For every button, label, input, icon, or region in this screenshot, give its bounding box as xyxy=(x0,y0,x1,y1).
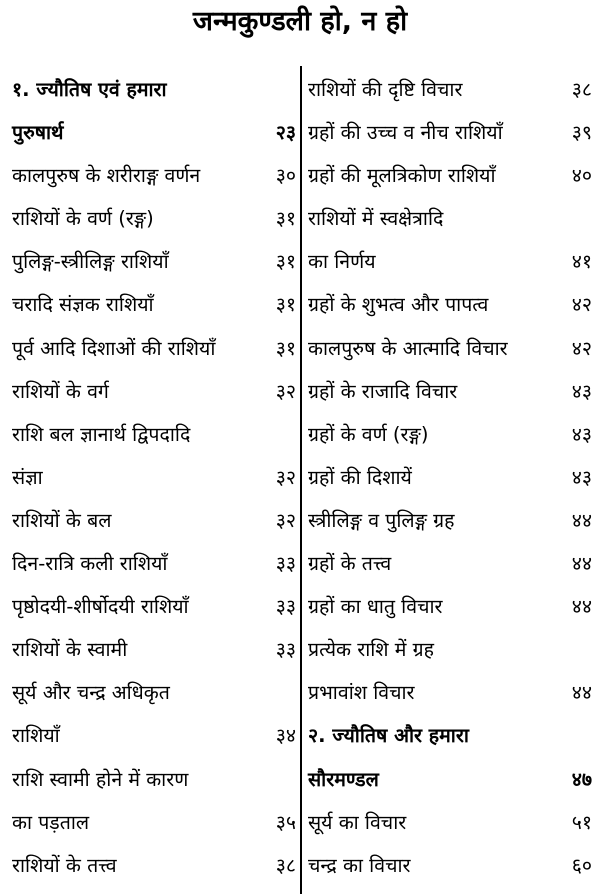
toc-entry-page-number: ३२ xyxy=(275,508,296,532)
toc-entry-title: ग्रहों के शुभत्व और पापत्व xyxy=(308,293,489,317)
toc-entry-title: राशियाँ xyxy=(12,724,60,748)
toc-entry xyxy=(12,456,296,499)
toc-entry xyxy=(308,671,592,714)
toc-entry xyxy=(12,499,296,542)
toc-entry xyxy=(308,413,592,456)
toc-entry xyxy=(308,801,592,844)
toc-entry xyxy=(12,413,296,456)
toc-entry-page-number: ३१ xyxy=(275,207,296,231)
toc-right-column xyxy=(308,68,592,887)
toc-entry xyxy=(12,801,296,844)
toc-entry xyxy=(308,197,592,240)
toc-entry-page-number: ३३ xyxy=(275,638,296,662)
toc-entry-page-number: २३ xyxy=(275,121,296,145)
toc-entry-title: राशियों के स्वामी xyxy=(12,638,128,662)
toc-entry-page-number: ३५ xyxy=(275,810,296,834)
toc-entry-title: का निर्णय xyxy=(308,250,376,274)
toc-entry-page-number: ३४ xyxy=(275,724,296,748)
toc-entry-title: स्त्रीलिङ्ग व पुलिङ्ग ग्रह xyxy=(308,508,455,532)
toc-entry xyxy=(12,154,296,197)
toc-entry-title: सूर्य का विचार xyxy=(308,810,407,834)
toc-entry xyxy=(12,327,296,370)
toc-entry-page-number: ४४ xyxy=(571,552,592,576)
toc-entry-page-number: ३० xyxy=(275,164,296,188)
toc-entry-title: ग्रहों की मूलत्रिकोण राशियाँ xyxy=(308,164,496,188)
toc-entry-title: राशियों के तत्त्व xyxy=(12,853,117,877)
toc-entry-title: राशियों में स्वक्षेत्रादि xyxy=(308,207,444,231)
toc-entry-title: कालपुरुष के आत्मादि विचार xyxy=(308,336,508,360)
toc-entry xyxy=(12,240,296,283)
toc-entry-title: राशि स्वामी होने में कारण xyxy=(12,767,189,791)
toc-entry-title: राशियों के वर्ण (रङ्ग) xyxy=(12,207,154,231)
toc-entry-page-number: ४४ xyxy=(571,508,592,532)
toc-entry-page-number: ३१ xyxy=(275,293,296,317)
toc-entry-page-number: ४४ xyxy=(571,681,592,705)
toc-entry xyxy=(308,327,592,370)
toc-entry-page-number: ३१ xyxy=(275,250,296,274)
toc-entry xyxy=(308,283,592,326)
toc-entry-page-number: ३३ xyxy=(275,595,296,619)
toc-entry xyxy=(12,758,296,801)
toc-entry xyxy=(12,542,296,585)
toc-entry-title: पूर्व आदि दिशाओं की राशियाँ xyxy=(12,336,216,360)
toc-entry-page-number: ४० xyxy=(571,164,592,188)
toc-entry xyxy=(308,542,592,585)
toc-entry-page-number: ३८ xyxy=(275,853,296,877)
toc-entry-title: ग्रहों के तत्त्व xyxy=(308,552,392,576)
toc-entry xyxy=(308,111,592,154)
column-divider xyxy=(300,66,302,894)
page-title: जन्मकुण्डली हो, न हो xyxy=(192,6,408,37)
toc-entry-title: पुरुषार्थ xyxy=(12,121,64,145)
toc-entry xyxy=(308,714,592,757)
toc-entry xyxy=(308,499,592,542)
toc-entry xyxy=(308,370,592,413)
toc-entry-page-number: ३२ xyxy=(275,379,296,403)
toc-entry xyxy=(12,585,296,628)
toc-entry-title: सूर्य और चन्द्र अधिकृत xyxy=(12,681,170,705)
toc-entry-title: संज्ञा xyxy=(12,465,43,489)
toc-entry-title: प्रत्येक राशि में ग्रह xyxy=(308,638,434,662)
toc-entry xyxy=(12,671,296,714)
toc-entry-title: दिन-रात्रि कली राशियाँ xyxy=(12,552,168,576)
toc-entry-title: चरादि संज्ञक राशियाँ xyxy=(12,293,154,317)
toc-entry-page-number: ४२ xyxy=(571,293,592,317)
toc-entry-title: राशियों के बल xyxy=(12,508,112,532)
toc-left-column xyxy=(12,68,296,887)
toc-entry-page-number: ३२ xyxy=(275,465,296,489)
toc-entry xyxy=(12,714,296,757)
toc-entry-title: १. ज्यौतिष एवं हमारा xyxy=(12,78,167,101)
toc-entry xyxy=(308,240,592,283)
toc-entry-title: ग्रहों का धातु विचार xyxy=(308,595,443,619)
toc-entry xyxy=(308,758,592,801)
toc-entry-title: ग्रहों के राजादि विचार xyxy=(308,379,458,403)
toc-entry-title: ग्रहों की दिशायें xyxy=(308,465,412,489)
toc-entry xyxy=(308,585,592,628)
toc-entry-page-number: ६० xyxy=(571,853,592,877)
toc-entry xyxy=(12,111,296,154)
toc-entry-title: सौरमण्डल xyxy=(308,767,379,791)
toc-entry-title: पुलिङ्ग-स्त्रीलिङ्ग राशियाँ xyxy=(12,250,169,274)
toc-entry-page-number: ४२ xyxy=(571,336,592,360)
toc-entry xyxy=(12,370,296,413)
toc-entry xyxy=(308,628,592,671)
toc-entry-page-number: ३८ xyxy=(571,78,592,101)
toc-entry-title: राशियों के वर्ग xyxy=(12,379,109,403)
toc-entry xyxy=(12,68,296,111)
toc-entry-title: २. ज्यौतिष और हमारा xyxy=(308,724,469,748)
toc-entry xyxy=(308,844,592,887)
toc-entry xyxy=(308,68,592,111)
toc-entry xyxy=(12,283,296,326)
toc-entry-page-number: ४७ xyxy=(571,767,592,791)
toc-entry xyxy=(12,844,296,887)
toc-entry xyxy=(12,628,296,671)
toc-entry-page-number: ४३ xyxy=(571,422,592,446)
toc-entry-title: ग्रहों की उच्च व नीच राशियाँ xyxy=(308,121,503,145)
toc-entry-page-number: ४३ xyxy=(571,379,592,403)
toc-entry-page-number: ५१ xyxy=(571,810,592,834)
toc-entry-title: का पड़ताल xyxy=(12,810,90,834)
toc-entry-title: राशियों की दृष्टि विचार xyxy=(308,78,463,101)
toc-entry xyxy=(308,154,592,197)
toc-entry-title: राशि बल ज्ञानार्थ द्विपदादि xyxy=(12,422,191,446)
toc-entry-title: प्रभावांश विचार xyxy=(308,681,415,705)
toc-entry-title: चन्द्र का विचार xyxy=(308,853,411,877)
toc-entry-page-number: ४४ xyxy=(571,595,592,619)
toc-entry-page-number: ४१ xyxy=(571,250,592,274)
toc-entry-title: पृष्ठोदयी-शीर्षोदयी राशियाँ xyxy=(12,595,189,619)
toc-entry xyxy=(12,197,296,240)
toc-entry-title: कालपुरुष के शरीराङ्ग वर्णन xyxy=(12,164,201,188)
toc-entry-page-number: ३१ xyxy=(275,336,296,360)
toc-entry xyxy=(308,456,592,499)
toc-entry-page-number: ४३ xyxy=(571,465,592,489)
toc-entry-title: ग्रहों के वर्ण (रङ्ग) xyxy=(308,422,429,446)
toc-entry-page-number: ३३ xyxy=(275,552,296,576)
toc-entry-page-number: ३९ xyxy=(571,121,592,145)
